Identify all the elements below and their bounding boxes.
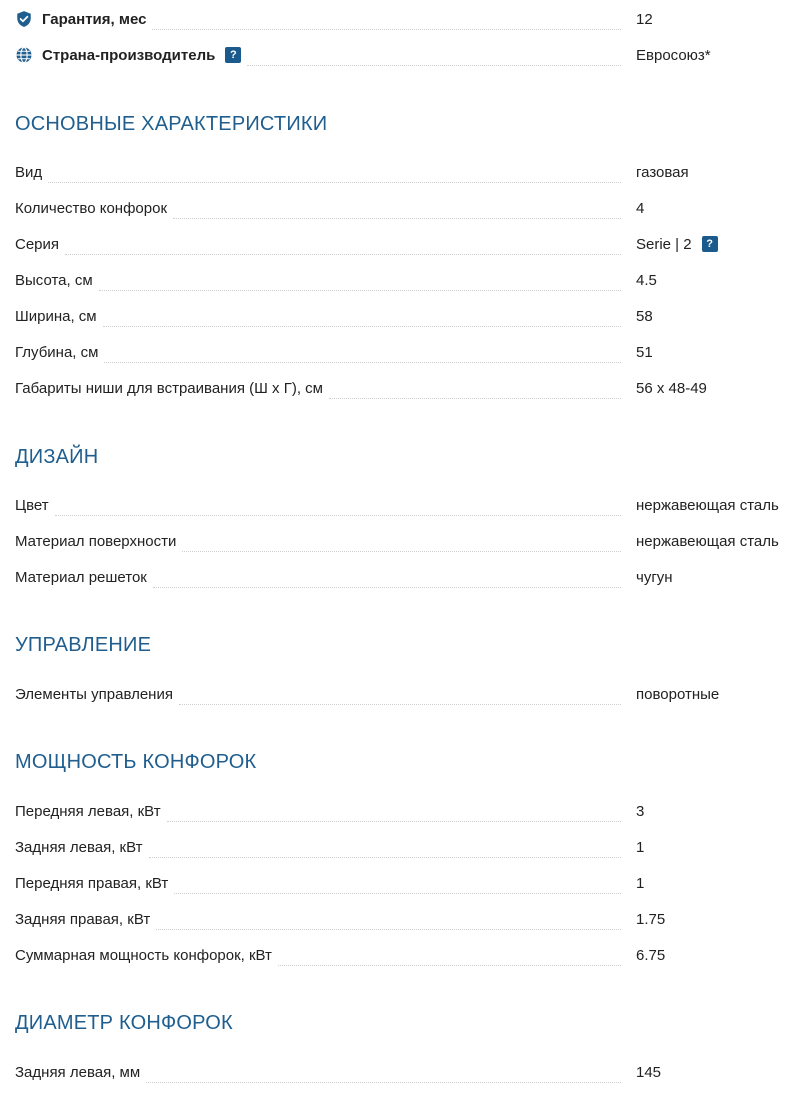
spec-label-wrap [15,680,621,708]
spec-label-wrap [15,869,621,897]
spec-row [15,158,795,186]
spec-label [15,10,152,28]
dotted-leader [152,15,621,30]
spec-value: 1.75 [636,910,666,928]
spec-label-wrap [15,41,621,69]
spec-value: 145 [636,1063,662,1081]
spec-value: чугун [636,568,673,586]
spec-row [15,374,795,402]
spec-row [15,869,795,897]
spec-label-wrap [15,797,621,825]
dotted-leader [99,276,621,291]
spec-label: Ширина, см [15,308,103,325]
dotted-leader [174,879,621,894]
help-icon[interactable]: ? [702,236,718,252]
spec-row [15,302,795,330]
section-title-control: УПРАВЛЕНИЕ [15,634,152,656]
series-value-text: Serie | 2 [636,235,692,253]
spec-label-wrap [15,1058,621,1086]
spec-row [15,563,795,591]
spec-row-warranty [15,5,795,33]
spec-row [15,194,795,222]
spec-label: Задняя левая, мм [15,1064,146,1081]
spec-row [15,905,795,933]
globe-icon [15,46,33,64]
spec-label-wrap [15,158,621,186]
spec-value: газовая [636,163,689,181]
spec-value: 56 x 48-49 [636,379,707,397]
spec-label-wrap [15,833,621,861]
spec-row [15,797,795,825]
spec-label: Задняя правая, кВт [15,911,156,928]
warranty-value: 12 [636,10,653,28]
spec-label-wrap [15,563,621,591]
spec-label: Серия [15,236,65,253]
dotted-leader [103,312,621,327]
section-title-main: ОСНОВНЫЕ ХАРАКТЕРИСТИКИ [15,113,328,135]
spec-label-wrap [15,194,621,222]
country-label: Страна-производитель [42,46,216,64]
spec-label: Цвет [15,497,55,514]
dotted-leader [55,501,621,516]
spec-label-wrap [15,5,621,33]
spec-label-wrap [15,374,621,402]
spec-value: нержавеющая сталь [636,532,779,550]
spec-label: Глубина, см [15,344,104,361]
spec-row [15,680,795,708]
spec-row [15,833,795,861]
dotted-leader [179,690,621,705]
section-title-design: ДИЗАЙН [15,446,99,468]
spec-value: 4.5 [636,271,657,289]
spec-label-wrap [15,230,621,258]
spec-value: 51 [636,343,653,361]
spec-label: Высота, см [15,272,99,289]
spec-label [15,46,247,64]
spec-label-wrap [15,527,621,555]
warranty-label: Гарантия, мес [42,10,147,28]
spec-label-wrap [15,905,621,933]
spec-row [15,527,795,555]
spec-row [15,1058,795,1086]
dotted-leader [329,384,621,399]
dotted-leader [149,843,622,858]
dotted-leader [146,1068,621,1083]
dotted-leader [182,537,621,552]
shield-check-icon [15,10,33,28]
spec-label: Суммарная мощность конфорок, кВт [15,947,278,964]
spec-label-wrap [15,266,621,294]
dotted-leader [167,807,621,822]
spec-label: Габариты ниши для встраивания (Ш х Г), см [15,380,329,397]
spec-label-wrap [15,338,621,366]
dotted-leader [173,204,621,219]
spec-label: Количество конфорок [15,200,173,217]
spec-row [15,941,795,969]
spec-label-wrap [15,941,621,969]
spec-row [15,491,795,519]
spec-value: поворотные [636,685,720,703]
spec-label: Передняя правая, кВт [15,875,174,892]
spec-value: нержавеющая сталь [636,496,779,514]
spec-label: Элементы управления [15,686,179,703]
spec-value: 4 [636,199,645,217]
dotted-leader [65,240,621,255]
spec-value: 58 [636,307,653,325]
spec-value: 6.75 [636,946,666,964]
spec-value: 3 [636,802,645,820]
spec-value-series [636,236,718,253]
spec-value: 1 [636,838,645,856]
spec-label-wrap [15,302,621,330]
section-title-power: МОЩНОСТЬ КОНФОРОК [15,751,257,773]
spec-label: Передняя левая, кВт [15,803,167,820]
spec-label: Вид [15,164,48,181]
dotted-leader [104,348,621,363]
dotted-leader [48,168,621,183]
spec-value: 1 [636,874,645,892]
dotted-leader [153,573,621,588]
country-value: Евросоюз* [636,46,711,64]
dotted-leader [278,951,621,966]
spec-label-wrap [15,491,621,519]
spec-row [15,230,795,258]
dotted-leader [156,915,621,930]
spec-label: Задняя левая, кВт [15,839,149,856]
spec-row [15,338,795,366]
dotted-leader [247,51,621,66]
spec-row-country [15,41,795,69]
spec-label: Материал решеток [15,569,153,586]
spec-label: Материал поверхности [15,533,182,550]
section-title-diameter: ДИАМЕТР КОНФОРОК [15,1012,233,1034]
help-icon[interactable]: ? [225,47,241,63]
spec-row [15,266,795,294]
